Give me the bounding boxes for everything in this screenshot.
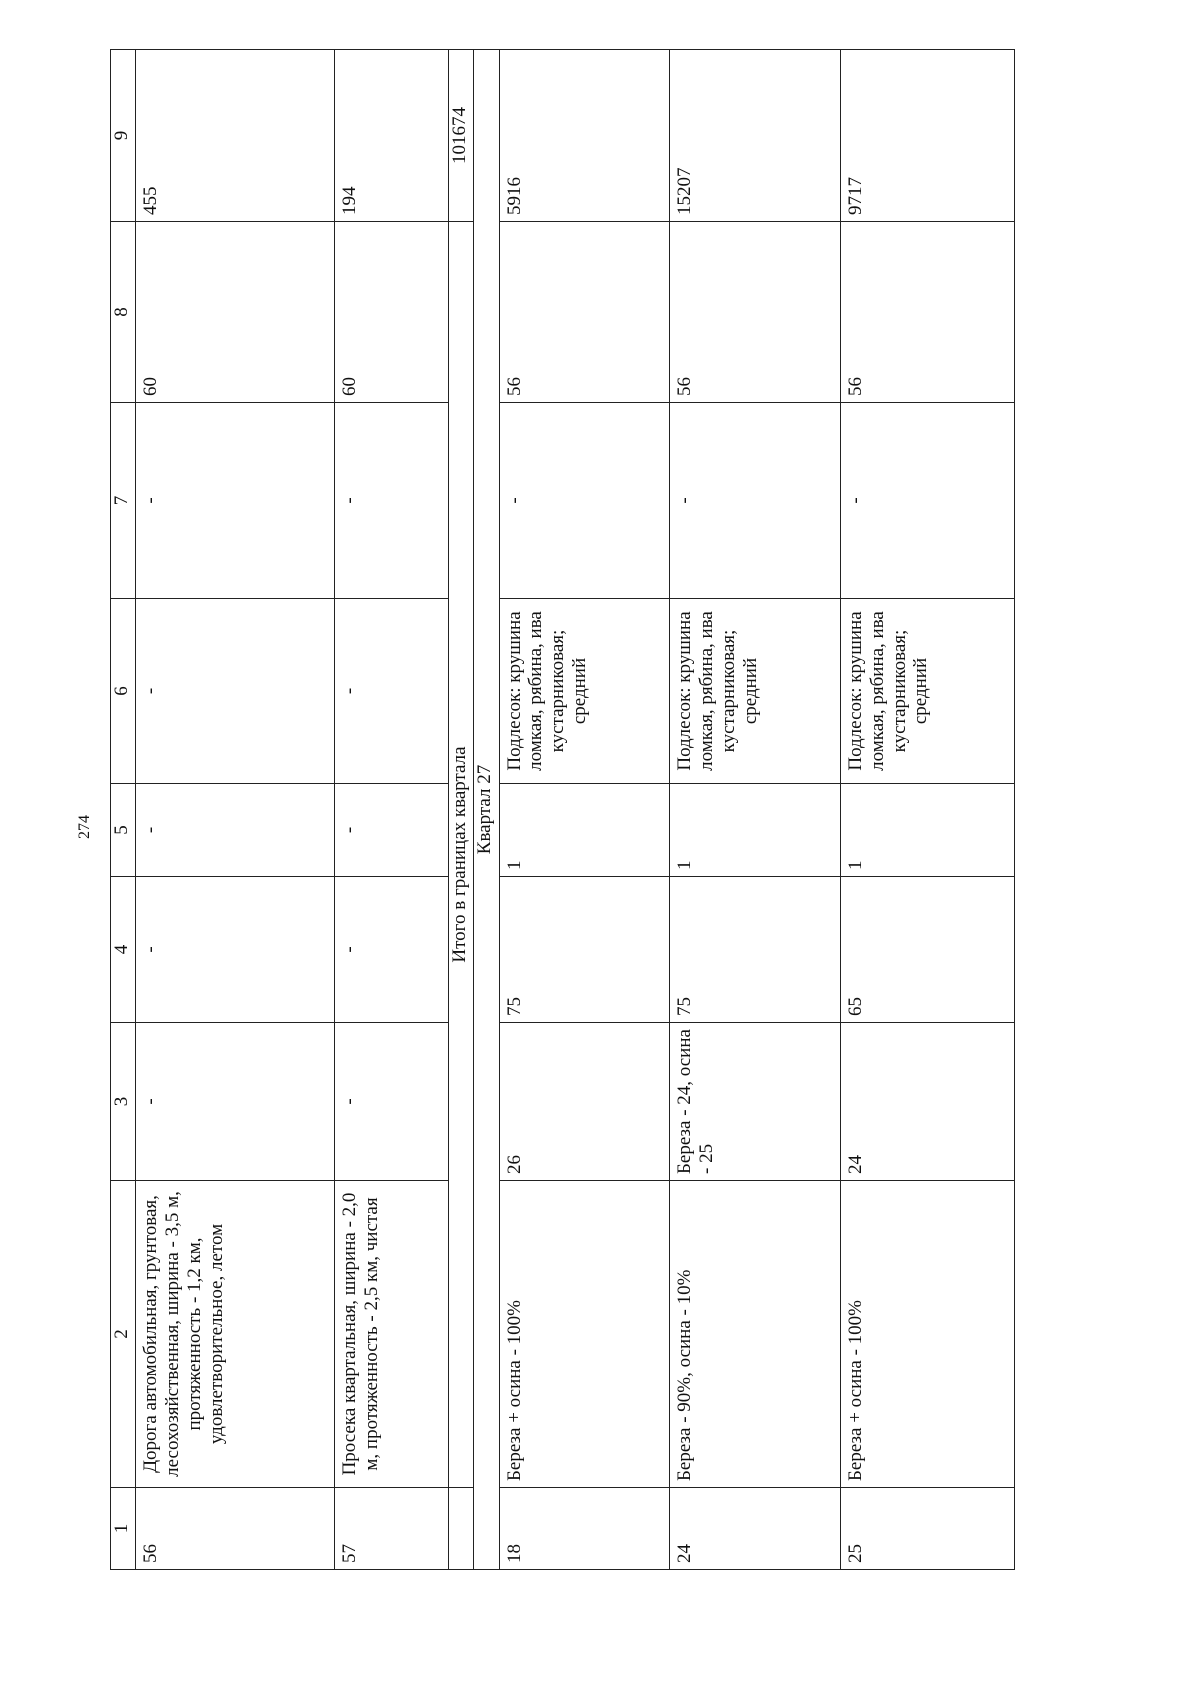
table-cell: 56 — [670, 222, 841, 403]
table-cell: - — [136, 599, 335, 784]
summary-row — [449, 50, 474, 1570]
table-cell: 455 — [136, 50, 335, 222]
header-cell: 3 — [111, 1023, 136, 1181]
table-cell: Подлесок: крушина ломкая, рябина, ива кустарниковая; средний — [499, 599, 670, 784]
table-cell: - — [499, 403, 670, 599]
row-number-cell: 57 — [335, 1488, 449, 1570]
summary-label: Итого в границах квартала — [449, 222, 474, 1488]
table-cell: - — [335, 599, 449, 784]
table-cell: 1 — [670, 784, 841, 877]
table-cell: 1 — [840, 784, 1014, 877]
description-cell: Береза + осина - 100% — [499, 1181, 670, 1488]
table-cell: - — [335, 784, 449, 877]
table-cell: - — [136, 877, 335, 1023]
table-cell: - — [840, 403, 1014, 599]
table-cell: - — [136, 784, 335, 877]
table-cell: - — [335, 877, 449, 1023]
header-cell: 5 — [111, 784, 136, 877]
table-cell: 26 — [499, 1023, 670, 1181]
table-cell: 24 — [840, 1023, 1014, 1181]
header-cell: 2 — [111, 1181, 136, 1488]
row-number-cell: 25 — [840, 1488, 1014, 1570]
description-cell: Дорога автомобильная, грунтовая, лесохозяйственная, ширина - 3,5 м, протяженность - 1,2 км, удовлетворительное, летом — [136, 1181, 335, 1488]
table-cell: - — [136, 403, 335, 599]
table-cell: - — [670, 403, 841, 599]
table-cell: 60 — [136, 222, 335, 403]
row-number-cell: 56 — [136, 1488, 335, 1570]
table-cell: Подлесок: крушина ломкая, рябина, ива кустарниковая; средний — [670, 599, 841, 784]
description-cell: Береза + осина - 100% — [840, 1181, 1014, 1488]
table-cell: 15207 — [670, 50, 841, 222]
header-cell: 7 — [111, 403, 136, 599]
page-number: 274 — [76, 815, 93, 839]
header-row — [111, 50, 136, 1570]
table-row — [136, 50, 335, 1570]
table-row — [670, 50, 841, 1570]
table-row — [335, 50, 449, 1570]
table-cell: 5916 — [499, 50, 670, 222]
header-cell: 8 — [111, 222, 136, 403]
forest-inventory-table — [110, 49, 1015, 1570]
table-cell: Береза - 24, осина - 25 — [670, 1023, 841, 1181]
table-cell: 9717 — [840, 50, 1014, 222]
header-cell: 6 — [111, 599, 136, 784]
table-rotation-frame — [110, 50, 1015, 1570]
table-cell: 60 — [335, 222, 449, 403]
section-label: Квартал 27 — [474, 50, 499, 1570]
table-row — [499, 50, 670, 1570]
row-number-cell: 24 — [670, 1488, 841, 1570]
table-cell: - — [136, 1023, 335, 1181]
table-cell: 194 — [335, 50, 449, 222]
table-cell: - — [335, 1023, 449, 1181]
table-cell: Подлесок: крушина ломкая, рябина, ива кустарниковая; средний — [840, 599, 1014, 784]
summary-empty-cell — [449, 1488, 474, 1570]
table-cell: 75 — [670, 877, 841, 1023]
section-row — [474, 50, 499, 1570]
table-row — [840, 50, 1014, 1570]
table-cell: 75 — [499, 877, 670, 1023]
table-cell: 65 — [840, 877, 1014, 1023]
summary-value: 101674 — [449, 50, 474, 222]
table-cell: 56 — [499, 222, 670, 403]
row-number-cell: 18 — [499, 1488, 670, 1570]
table-cell: - — [335, 403, 449, 599]
table-cell: 1 — [499, 784, 670, 877]
description-cell: Просека квартальная, ширина - 2,0 м, протяженность - 2,5 км, чистая — [335, 1181, 449, 1488]
table-cell: 56 — [840, 222, 1014, 403]
description-cell: Береза - 90%, осина - 10% — [670, 1181, 841, 1488]
header-cell: 1 — [111, 1488, 136, 1570]
header-cell: 9 — [111, 50, 136, 222]
header-cell: 4 — [111, 877, 136, 1023]
rotated-table-container — [110, 50, 1015, 1570]
